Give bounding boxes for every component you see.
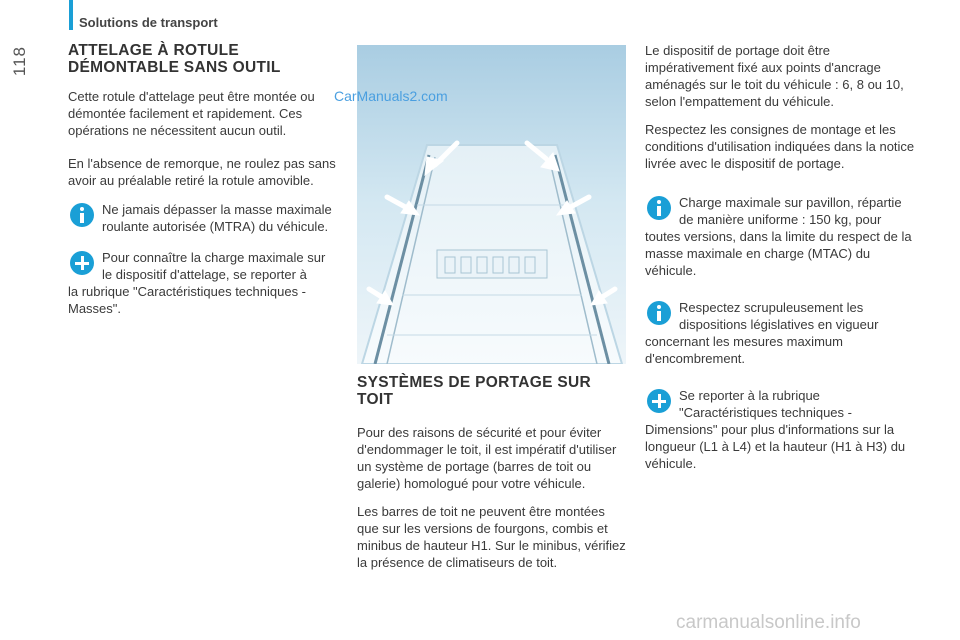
plus-icon xyxy=(70,251,94,275)
column-left xyxy=(68,42,338,330)
tip-note: Pour connaître la charge maximale sur le dispositif d'attelage, se reporter à la rubrique "Caractéristiques techniques - Masses". xyxy=(68,250,326,316)
plus-icon xyxy=(647,389,671,413)
paragraph: Respectez les consignes de montage et les conditions d'utilisation indiquées dans la notice livrée avec le dispositif de portage. xyxy=(645,122,915,171)
watermark-top: CarManuals2.com xyxy=(334,88,448,104)
page-number: 118 xyxy=(10,46,29,77)
section-header: Solutions de transport xyxy=(79,15,218,30)
header-accent-bar xyxy=(69,0,73,30)
paragraph: Cette rotule d'attelage peut être montée ou démontée facilement et rapidement. Ces opérations ne nécessitent aucun outil. xyxy=(68,89,315,138)
section-title-roof-carrier: SYSTÈMES DE PORTAGE SUR TOIT xyxy=(357,374,591,408)
paragraph: Le dispositif de portage doit être impérativement fixé aux points d'ancrage aménagés sur le toit du véhicule : 6, 8 ou 10, selon l'empattement du véhicule. xyxy=(645,43,904,109)
watermark-bottom: carmanualsonline.info xyxy=(676,612,861,633)
column-middle xyxy=(357,374,627,582)
info-icon xyxy=(647,301,671,325)
info-icon xyxy=(647,196,671,220)
info-note: Charge maximale sur pavillon, répartie de manière uniforme : 150 kg, pour toutes versions, dans la limite du respect de la masse maximale en charge (MTAC) du véhicule. xyxy=(645,195,912,278)
info-note: Respectez scrupuleusement les dispositions législatives en vigueur concernant les mesures maximum d'encombrement. xyxy=(645,300,879,366)
paragraph: En l'absence de remorque, ne roulez pas sans avoir au préalable retiré la rotule amovible. xyxy=(68,156,336,188)
paragraph: Pour des raisons de sécurité et pour éviter d'endommager le toit, il est impératif d'utiliser un système de portage (barres de toit ou galerie) homologué pour votre véhicule. xyxy=(357,425,617,491)
section-title-towbar: ATTELAGE À ROTULE DÉMONTABLE SANS OUTIL xyxy=(68,42,281,76)
info-icon xyxy=(70,203,94,227)
info-note: Ne jamais dépasser la masse maximale roulante autorisée (MTRA) du véhicule. xyxy=(68,201,338,235)
paragraph: Les barres de toit ne peuvent être montées que sur les versions de fourgons, combis et minibus de hauteur H1. Sur le minibus, vérifiez la présence de climatiseurs de toit. xyxy=(357,504,626,570)
tip-note: Se reporter à la rubrique "Caractéristiques techniques - Dimensions" pour plus d'informations sur la longueur (L1 à L4) et la hauteur (H1 à H3) du véhicule. xyxy=(645,388,906,471)
column-right xyxy=(645,42,917,485)
